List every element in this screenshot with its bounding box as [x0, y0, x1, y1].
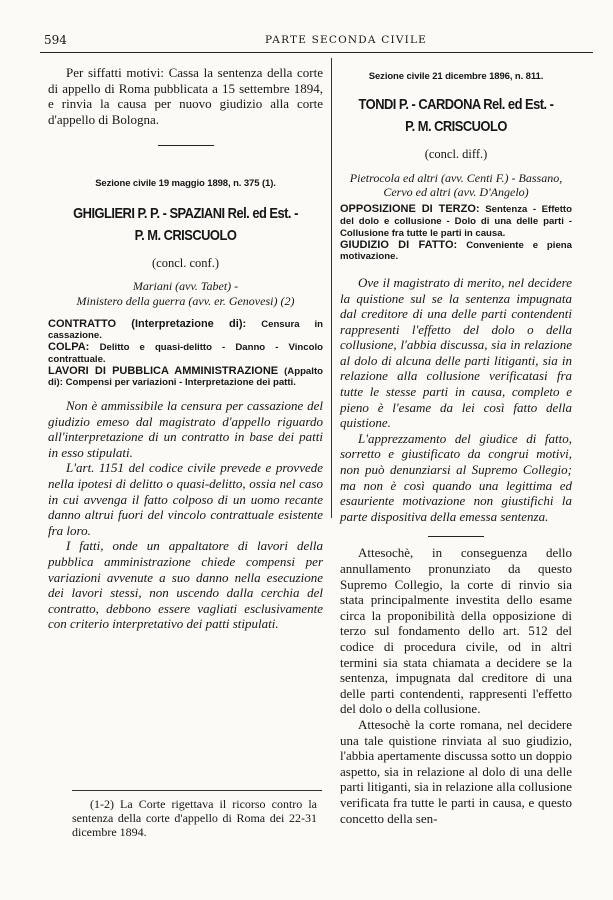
section-divider [158, 145, 214, 146]
left-column [48, 62, 323, 632]
footnote-rule [72, 790, 322, 791]
keywords-block [48, 319, 323, 389]
conclusion-note: (concl. conf.) [152, 256, 219, 271]
parties-line1: Mariani (avv. Tabet) - [132, 279, 239, 294]
keyword-text: Sentenza - Effetto del dolo e collusione - Dolo di una delle parti - Collusione fra tutte le parti in causa. [340, 204, 572, 239]
case-heading-line1: TONDI P. - CARDONA Rel. ed Est. - [358, 96, 554, 113]
header-rule [40, 52, 593, 53]
parties-line: Pietrocola ed altri (avv. Centi F.) - Bassano, Cervo ed altri (avv. D'Angelo) [349, 171, 563, 200]
keyword-text: Conveniente e piena motivazione. [340, 239, 572, 263]
body-paragraph: Attesochè la corte romana, nel decidere una tale quistione rinviata al suo giudizio, l'abbia apertamente discussa sotto un doppio aspetto, sia in relazione al dolo di una delle parti litiganti, sia in relazione alla collusione verificata fra tutte le parti in causa, e questo concetto della sen- [340, 716, 572, 826]
case-heading-line2: P. M. CRISCUOLO [134, 227, 237, 245]
keyword-text: Delitto e quasi-delitto - Danno - Vincolo contrattuale. [48, 342, 323, 365]
maxim-paragraph: Ove il magistrato di merito, nel decidere la quistione sul se la sentenza impugnata dal creditore di una delle parti contendenti rappresenti l'effetto del dolo o della collusione, l'abbia discussa, sia in relazione al dolo di alcuna delle parti litiganti, sia in relazione alla collusione verificatasi fra tutte le stesse parti in causa, completo e pieno è l'esame da lei così fatto della quistione. [340, 274, 572, 431]
keyword-text: (Appalto di): Compensi per variazioni - Interpretazione dei patti. [48, 365, 323, 389]
maxim-paragraph: Non è ammissibile la censura per cassazione del giudizio emeso dal magistrato d'appello riguardo all'interpretazione di un contratto in base dei patti in esso stipulati. [48, 398, 323, 460]
conclusion-note: (concl. diff.) [424, 147, 488, 161]
keyword-entry [340, 204, 572, 239]
keyword-label: GIUDIZIO DI FATTO: [340, 238, 458, 251]
column-divider [331, 58, 332, 518]
maxim-paragraph: I fatti, onde un appaltatore di lavori della pubblica amministrazione chiede compensi per variazioni avvenute a suo danno nella esecuzione dei lavori stessi, non uscendo dalla cerchia del contratto, debbono essere vagliati esclusivamente con criterio interpretativo dei patti stipulati. [48, 538, 323, 632]
maxim-paragraph: L'apprezzamento del giudice di fatto, sorretto e giustificato da congrui motivi, non può denunziarsi al Supremo Collegio; ma non è così quando una legittima ed esauriente motivazione non giustifichi la parte dispositiva della emessa sentenza. [340, 430, 572, 524]
case-heading-line2: P. M. CRISCUOLO [405, 118, 507, 135]
body-paragraph: Attesochè, in conseguenza dello annullamento pronunziato da questo Supremo Collegio, la corte di rinvio sia stata principalmente investita dello esame circa la proponibilità della opposizione di terzo sul fondamento dello art. 512 del codice di procedura civile, od in altri termini sia stata chiamata a decidere se la sentenza, impugnata dal creditore di una delle parti contendenti, rappresenti l'effetto del dolo o della collusione. [340, 545, 572, 717]
parties-line2: Ministero della guerra (avv. er. Genovesi) (2) [76, 293, 295, 308]
closing-paragraph: Per siffatti motivi: Cassa la sentenza della corte di appello di Roma pubblicata a 15 settembre 1894, e rinvia la causa per nuovo giudizio alla corte d'appello di Bologna. [48, 65, 323, 127]
keyword-entry [48, 366, 323, 389]
section-title: Sezione civile 19 maggio 1898, n. 375 (1). [95, 178, 276, 190]
footnote: (1-2) La Corte rigettava il ricorso contro la sentenza della corte d'appello di Roma dei 22-31 dicembre 1894. [72, 797, 317, 839]
keyword-label: LAVORI DI PUBBLICA AMMINISTRAZIONE [48, 364, 279, 377]
keyword-entry [48, 342, 323, 365]
keywords-block [340, 204, 572, 263]
keyword-entry [340, 240, 572, 263]
keyword-entry [48, 319, 323, 342]
section-divider [428, 536, 484, 537]
page-number: 594 [44, 33, 67, 47]
keyword-label: COLPA: [48, 341, 90, 354]
keyword-text: Censura in cassazione. [48, 318, 323, 342]
case-heading-line1: GHIGLIERI P. P. - SPAZIANI Rel. ed Est. - [73, 205, 298, 223]
keyword-label: CONTRATTO (Interpretazione di): [48, 317, 247, 330]
section-title: Sezione civile 21 dicembre 1896, n. 811. [368, 71, 544, 82]
keyword-label: OPPOSIZIONE DI TERZO: [340, 203, 480, 216]
maxim-paragraph: L'art. 1151 del codice civile prevede e provvede nella ipotesi di delitto o quasi-delitto, ossia nel caso in cui avvenga il fatto colposo di un uomo recante danno altrui fuori del vincolo contrattuale esistente fra loro. [48, 460, 323, 538]
right-column [340, 62, 572, 826]
running-title: PARTE SECONDA CIVILE [265, 34, 427, 46]
